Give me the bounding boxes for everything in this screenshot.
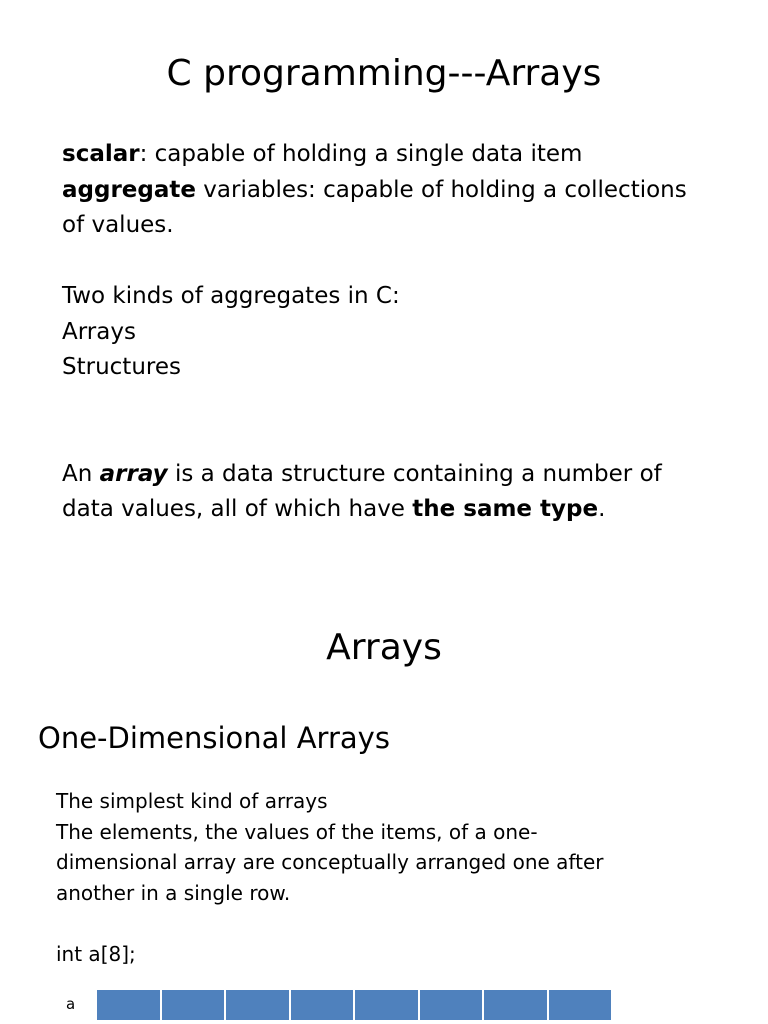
aggregate-definition-cont: of values. (62, 212, 174, 238)
body-line: another in a single row. (56, 880, 291, 905)
slide-body (62, 137, 722, 528)
array-label: a (66, 995, 76, 1013)
array-cell (96, 989, 161, 1021)
same-type-emphasis: the same type (412, 496, 599, 522)
slide-title: Arrays (326, 627, 442, 668)
array-diagram (96, 989, 612, 1020)
array-cell (225, 989, 290, 1021)
body-line: The elements, the values of the items, of a one- (56, 819, 538, 844)
aggregate-definition: aggregate variables: capable of holding a collections (62, 176, 687, 203)
scalar-definition: scalar: capable of holding a single data item (62, 141, 583, 167)
array-cell (161, 989, 226, 1021)
array-cell (419, 989, 484, 1021)
array-cell (290, 989, 355, 1021)
slide-title: C programming---Arrays (166, 53, 602, 94)
array-cell (483, 989, 548, 1021)
array-definition: An array is a data structure containing a number of (62, 460, 662, 487)
kind-item: Arrays (62, 318, 136, 345)
scalar-term: scalar (62, 141, 140, 167)
body-line: The simplest kind of arrays (56, 789, 328, 813)
code-declaration: int a[8]; (56, 941, 136, 966)
kind-item: Structures (62, 354, 181, 380)
array-cell (548, 989, 613, 1021)
array-term: array (99, 460, 168, 487)
array-cell (354, 989, 419, 1021)
slide-one-dimensional-arrays (0, 576, 768, 1024)
body-line: dimensional array are conceptually arranged one after (56, 850, 604, 874)
slide-body (56, 786, 716, 969)
array-definition-cont: data values, all of which have the same type. (62, 496, 606, 522)
aggregate-term: aggregate (62, 176, 196, 203)
kinds-heading: Two kinds of aggregates in C: (62, 283, 400, 309)
section-heading: One-Dimensional Arrays (38, 721, 390, 755)
